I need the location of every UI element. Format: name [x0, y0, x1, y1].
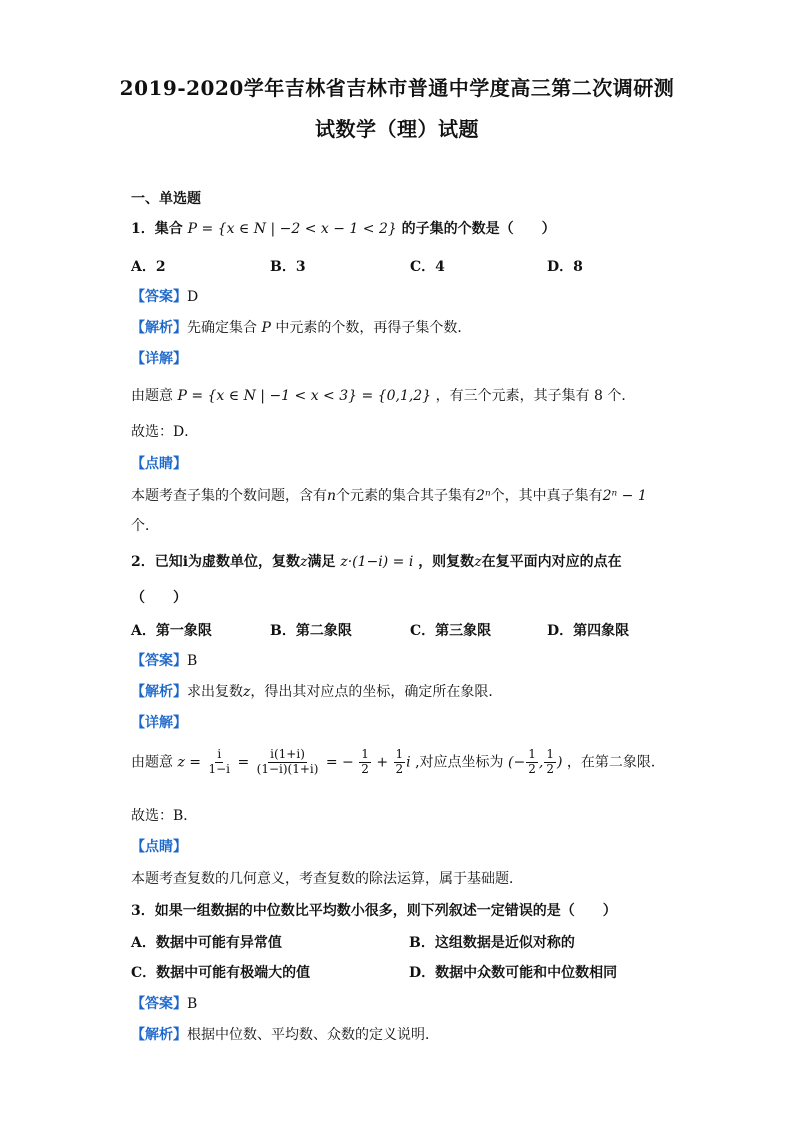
q1-answer-value: D: [187, 289, 199, 305]
q2-detail-mid: ,对应点坐标为: [415, 754, 504, 771]
q3-analysis-text: 根据中位数、平均数、众数的定义说明．: [187, 1027, 439, 1043]
q1-comment-label: [131, 453, 187, 473]
q1-answer: [131, 286, 198, 306]
q1-analysis-text-pre: 先确定集合: [187, 320, 257, 336]
q2-answer: [131, 650, 197, 670]
q3-option-b: B．这组数据是近似对称的: [409, 935, 575, 951]
detail-label: 【详解】: [131, 715, 187, 731]
q1-comment-pre: 本题考查子集的个数问题，含有: [131, 488, 327, 504]
q1-option-b: B．3: [270, 259, 306, 275]
doc-title-line1: 2019-2020学年吉林省吉林市普通中学度高三第二次调研测: [119, 76, 675, 100]
q2-analysis-pre: 求出复数: [187, 684, 243, 700]
q1-choose: 故选：D．: [131, 424, 199, 440]
section-heading: 一、单选题: [131, 191, 201, 207]
q1-option-a: A．2: [131, 259, 166, 275]
q3-analysis: [131, 1024, 439, 1044]
q2-comment-label: [131, 836, 187, 856]
q1-option-d: D．8: [547, 259, 583, 275]
q1-detail: [131, 385, 635, 405]
q2-detail-label: [131, 712, 187, 732]
q1-comment-pow2: 2ⁿ − 1: [602, 488, 647, 504]
detail-label: 【详解】: [131, 351, 187, 367]
q3-option-d: D．数据中众数可能和中位数相同: [409, 965, 618, 981]
q2-z2: z: [474, 554, 482, 570]
q2-fraction-6: $\frac{1}{2}$: [546, 747, 554, 776]
q1-prefix: 1．集合: [131, 221, 183, 237]
analysis-label: 【解析】: [131, 320, 187, 336]
doc-title-line2: 试数学（理）试题: [315, 117, 479, 141]
analysis-label: 【解析】: [131, 684, 187, 700]
q1-analysis: [131, 317, 471, 337]
answer-label: 【答案】: [131, 996, 187, 1012]
q2-suffix: ，则复数: [418, 554, 475, 570]
q2-option-c: C．第三象限: [410, 623, 492, 639]
q2-detail-post: ，在第二象限．: [566, 754, 665, 771]
q3-option-c: C．数据中可能有极端大的值: [131, 965, 311, 981]
q1-comment-tail: 个．: [131, 518, 159, 534]
q2-bracket: （ ）: [131, 590, 187, 606]
q2-analysis: [131, 681, 502, 701]
q2-prefix: 2．已知i为虚数单位，复数: [131, 554, 301, 570]
q1-analysis-var: P: [261, 320, 271, 336]
q1-detail-pre: 由题意: [131, 388, 173, 404]
q2-fraction-4: $\frac{1}{2}$: [395, 747, 404, 776]
q1-comment-pow1: 2ⁿ: [476, 488, 491, 504]
q1-option-c: C．4: [410, 259, 445, 275]
q2-detail: 由题意 z = $\frac{i}{1-i}$ = $\frac{i(1+i)}{(1-i)(1+i)}$ = − $\frac{1}{2}$ + $\frac{1}{2}$ i ,对应点坐标为 (− $\frac{1}{2}$ , $\frac{1}{2}$ ) ，在第二象限．: [131, 747, 665, 776]
comment-label: 【点睛】: [131, 456, 187, 472]
q1-stem: [131, 218, 556, 238]
q1-comment-mid: 个元素的集合其子集有: [336, 488, 477, 504]
q1-detail-label: [131, 348, 187, 368]
analysis-label: 【解析】: [131, 1027, 187, 1043]
q2-option-d: D．第四象限: [547, 623, 630, 639]
q1-suffix: 的子集的个数是（ ）: [401, 221, 556, 237]
q2-equation: z·(1−i) = i: [340, 554, 414, 570]
q1-analysis-text-post: 中元素的个数，再得子集个数．: [275, 320, 472, 336]
q2-stem: [131, 551, 622, 571]
q2-option-a: A．第一象限: [131, 623, 212, 639]
q2-fraction-2: $\frac{i(1+i)}{(1-i)(1+i)}$: [256, 747, 319, 776]
q3-option-a: A．数据中可能有异常值: [131, 935, 282, 951]
q2-analysis-z: z: [243, 684, 251, 700]
q2-suffix2: 在复平面内对应的点在: [481, 554, 622, 570]
comment-label: 【点睛】: [131, 839, 187, 855]
q2-option-b: B．第二象限: [270, 623, 352, 639]
q2-z: z: [300, 554, 308, 570]
q1-comment: [131, 485, 647, 505]
q2-fraction-5: $\frac{1}{2}$: [528, 747, 536, 776]
answer-label: 【答案】: [131, 653, 187, 669]
q2-fraction-3: $\frac{1}{2}$: [361, 747, 369, 776]
q3-stem: 3．如果一组数据的中位数比平均数小很多，则下列叙述一定错误的是（ ）: [131, 903, 617, 919]
q2-detail-pre: 由题意: [131, 754, 173, 771]
q1-comment-n: n: [327, 488, 337, 504]
q3-answer-value: B: [187, 996, 198, 1012]
q2-answer-value: B: [187, 653, 198, 669]
q1-set-expression: P = {x ∈ N | −2 < x − 1 < 2}: [187, 221, 397, 237]
q1-comment-mid2: 个，其中真子集有: [490, 488, 603, 504]
q2-mid: 满足: [307, 554, 336, 570]
q2-choose: 故选：B．: [131, 808, 198, 824]
q2-analysis-post: ，得出其对应点的坐标，确定所在象限．: [250, 684, 503, 700]
answer-label: 【答案】: [131, 289, 187, 305]
q3-answer: [131, 993, 197, 1013]
q2-fraction-1: $\frac{i}{1-i}$: [208, 747, 230, 776]
q1-detail-post: ，有三个元素，其子集有 8 个．: [435, 388, 636, 404]
q1-detail-math: P = {x ∈ N | −1 < x < 3} = {0,1,2}: [177, 388, 432, 404]
q2-comment: 本题考查复数的几何意义，考查复数的除法运算，属于基础题．: [131, 871, 523, 887]
